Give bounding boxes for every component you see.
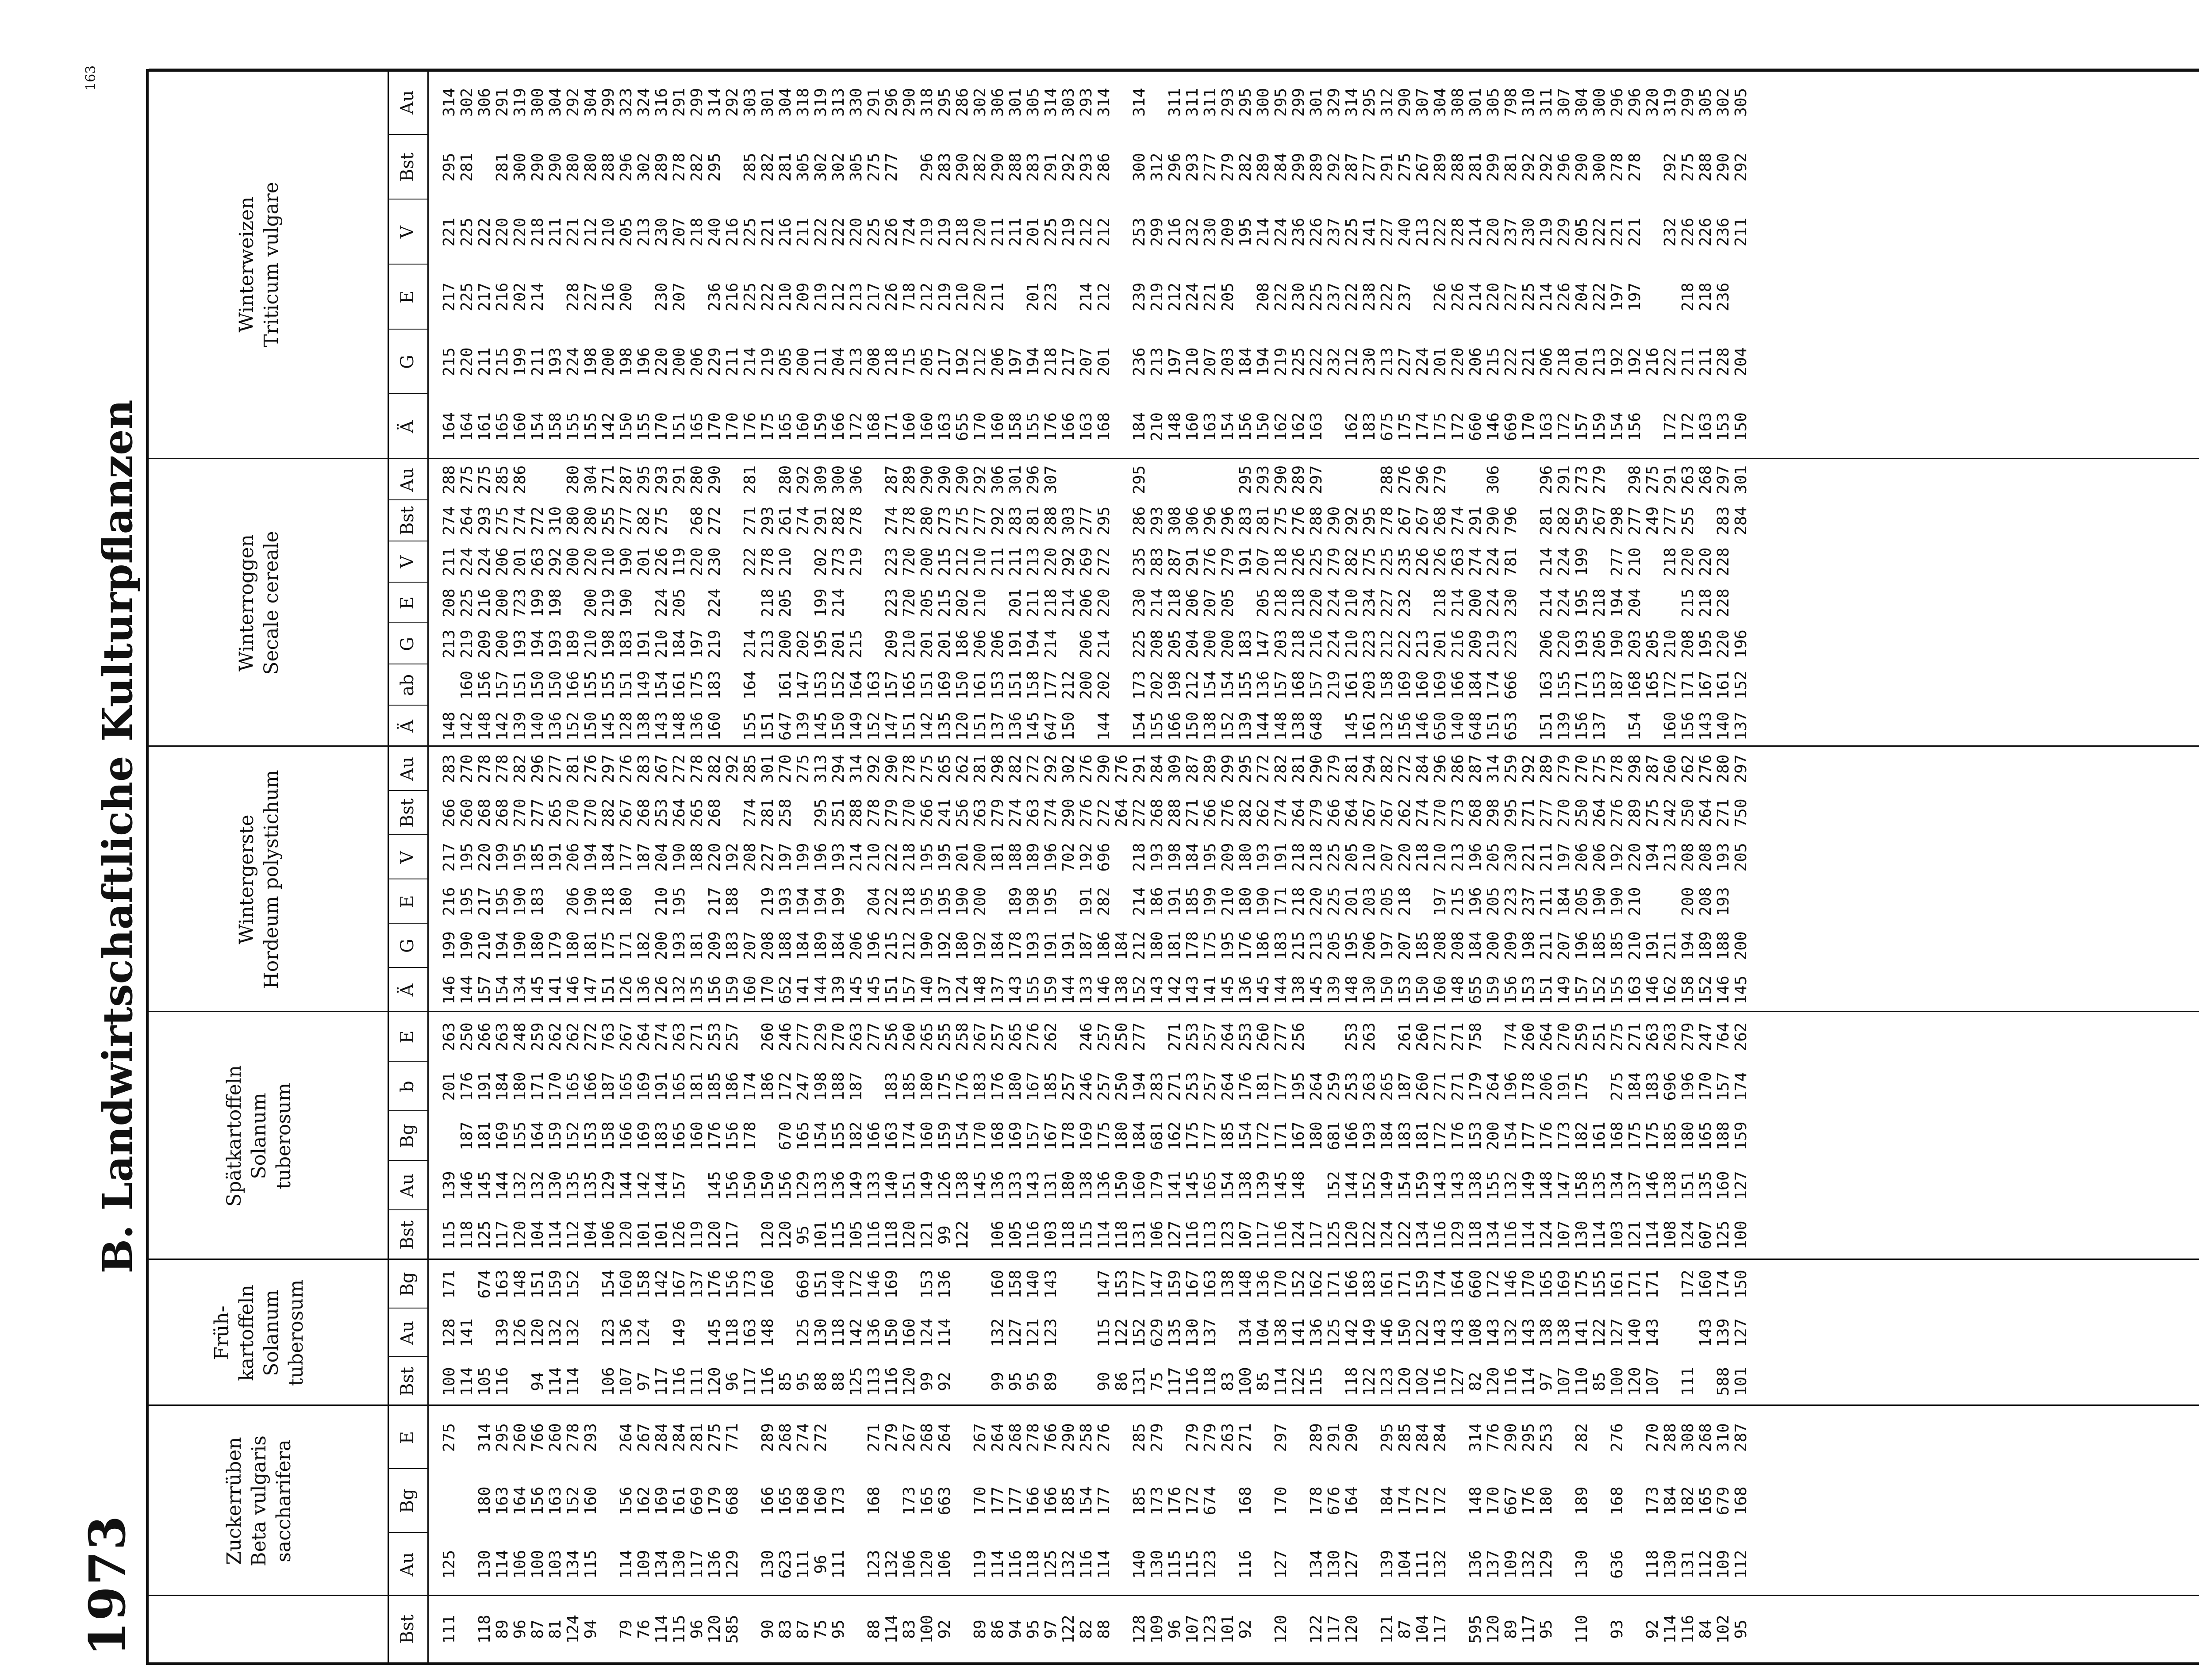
column-values-wintergerste-3: 217 195 220 199 195 185 191 206 194 184 177 187 204 190 188 220 192 208 227 197 199 196 193 214 210 222 218 195 195 201 200 181 188 189 196 702 192 696 218 193 198 184 195 209 180 193 191 218 218 225 205 210 207 220 218 210 213 196 205 230 221 211 197 206 206 192 220 194 213 208 208 193 205	[440, 843, 1750, 872]
group-label-text: Zuckerrüben Beta vulgaris saccharifera	[223, 1435, 295, 1566]
subcolumn-divider	[388, 834, 427, 835]
column-header-wintergerste-2: E	[397, 895, 418, 908]
column-header-fruehkartoffeln-0: Bst	[397, 1367, 418, 1396]
column-header-winterroggen-1: ab	[397, 674, 418, 696]
page-number: 163	[83, 65, 99, 91]
column-values-fruehkartoffeln-0: 100 114 105 116 94 114 114 106 107 97 117 116 111 120 96 117 116 85 95 88 88 125 113 116 120 99 92 99 95 95 89 90 86 131 75 117 116 118 83 100 85 114 122 115 118 122 123 120 102 116 127 82 120 116 114 97 107 110 85 100 120 107 111 588 101	[440, 1367, 1750, 1396]
column-values-winterroggen-1: 160 156 157 151 150 150 166 155 155 151 149 154 161 175 183 164 161 147 153 152 164 163 157 165 151 169 150 161 153 151 158 177 212 200 202 173 202 198 212 154 154 155 136 157 168 157 219 161 203 158 169 160 169 166 184 174 666 163 155 171 153 187 168 165 172 171 167 161 152	[458, 671, 1750, 700]
subcolumn-divider	[388, 622, 427, 623]
subcolumn-divider	[388, 1061, 427, 1062]
column-header-spaetkartoffeln-2: Bg	[397, 1124, 418, 1148]
column-values-winterroggen-6: 288 275 275 285 286 280 304 271 287 295 293 291 280 290 281 280 292 309 300 306 287 289 290 290 290 292 306 301 296 307 295 295 293 290 289 297 288 276 296 279 306 296 291 273 279 298 275 291 263 268 297 301	[440, 465, 1750, 494]
subcolumn-divider	[388, 1356, 427, 1357]
column-values-spaetkartoffeln-1: 139 146 145 144 132 132 130 135 135 129 144 142 144 157 145 156 150 150 156 129 133 136 149 133 140 151 149 126 138 145 136 133 143 131 180 138 136 150 160 179 141 145 165 154 138 139 145 148 152 144 152 149 154 159 143 143 138 155 132 149 148 147 158 135 134 137 146 138 151 135 160 127	[440, 1171, 1750, 1200]
subcolumn-divider	[388, 329, 427, 330]
year-heading: 1973	[79, 1515, 137, 1656]
column-header-spaetkartoffeln-0: Bst	[397, 1220, 418, 1250]
column-header-winterroggen-2: G	[397, 637, 418, 651]
column-values-winterweizen-4: 295 281 281 300 290 290 280 280 288 296 302 289 278 282 295 285 282 281 305 302 302 305 275 277 296 283 290 282 290 288 283 291 292 293 286 300 312 296 293 277 279 282 289 284 299 289 292 287 277 291 275 267 289 288 281 299 281 292 292 296 290 300 278 278 292 275 288 290 292	[440, 153, 1750, 182]
subcolumn-divider	[388, 1209, 427, 1210]
column-values-winterroggen-0: 148 142 148 142 139 140 136 152 150 145 128 138 143 148 136 160 155 151 647 139 145 150 149 152 147 151 142 135 120 151 137 136 145 647 150 144 154 155 166 150 138 152 139 144 148 138 648 145 161 132 156 146 650 140 648 151 653 151 139 156 137 154 160 156 143 140 137	[440, 712, 1750, 741]
page-title: B. Landwirtschaftliche Kulturpflanzen	[94, 399, 142, 1274]
column-header-winterroggen-5: Bst	[397, 506, 418, 536]
header-divider	[388, 72, 389, 1662]
group-label-text: Winterweizen Triticum vulgare	[235, 182, 283, 347]
column-values-winterroggen-3: 208 225 216 200 723 199 198 200 219 190 224 205 224 218 205 199 214 223 720 205 215 202 210 201 211 218 214 206 220 230 214 218 206 207 205 205 218 218 220 224 210 234 227 232 218 214 200 224 230 214 224 195 218 194 204 215 218 228	[440, 588, 1732, 618]
subcolumn-divider	[388, 967, 427, 968]
column-header-spaetkartoffeln-3: b	[397, 1081, 418, 1092]
column-values-winterroggen-4: 211 224 224 206 201 263 292 200 220 210 190 201 226 119 220 230 222 278 210 202 273 219 223 720 200 215 212 210 211 211 213 220 292 269 272 235 283 287 291 276 279 191 207 218 226 225 279 282 275 225 235 226 226 263 274 224 781 214 224 199 277 210 218 220 220 228	[440, 547, 1732, 576]
bst-column-values: 111 118 89 96 87 81 124 94 79 76 114 115 96 120 585 90 83 87 75 95 88 114 83 100 92 89 86 94 95 97 122 82 88 128 109 96 107 123 101 92 120 122 117 120 121 87 104 117 595 120 89 117 95 110 93 92 114 116 84 102 95	[440, 1615, 1750, 1644]
column-values-winterweizen-1: 215 220 211 215 199 211 193 224 198 200 198 196 220 200 206 229 211 214 219 205 200 211 204 213 208 218 715 205 217 192 212 206 197 194 218 217 207 201 236 213 197 210 207 203 184 194 219 225 222 232 212 230 213 227 224 201 220 206 215 222 221 206 218 201 213 192 192 216 222 211 211 228 204	[440, 347, 1750, 376]
column-header-winterweizen-1: G	[397, 355, 418, 369]
group-label-wintergerste	[166, 747, 352, 1012]
subheader-divider	[427, 72, 429, 1662]
column-values-winterweizen-5: 314 302 306 291 319 300 304 292 304 299 323 324 316 291 299 314 292 303 301 304 318 319 313 330 291 296 290 318 295 286 302 306 301 305 314 303 293 314 314 311 311 311 293 295 300 295 299 301 329 314 295 312 290 307 304 308 301 305 798 310 311 307 304 300 296 296 320 319 299 305 302 305	[440, 88, 1750, 117]
column-header-spaetkartoffeln-4: E	[397, 1030, 418, 1044]
subcolumn-divider	[388, 1468, 427, 1469]
column-values-winterweizen-0: 164 164 161 165 160 154 158 155 155 142 150 155 170 151 165 170 170 176 175 165 160 159 166 172 168 171 160 160 163 655 170 160 158 155 176 166 163 168 184 210 148 160 163 154 156 150 162 162 163 162 183 675 175 174 175 172 660 146 669 170 163 172 157 159 154 156 172 172 163 153 150	[440, 412, 1750, 441]
group-label-text: Spätkartoffeln Solanum tuberosum	[223, 1065, 295, 1207]
column-header-winterroggen-4: V	[397, 555, 418, 568]
column-header-winterroggen-0: Ä	[397, 720, 418, 733]
column-values-spaetkartoffeln-0: 115 118 125 117 120 104 114 112 104 106 120 101 101 126 119 120 117 120 120 95 101 115 105 116 118 120 121 99 122 106 105 116 103 118 115 114 118 131 106 127 116 113 123 107 117 116 124 117 125 120 122 124 122 134 116 129 118 134 116 114 124 107 130 114 103 121 114 108 124 607 125 100	[440, 1220, 1750, 1250]
column-header-wintergerste-5: Au	[397, 756, 418, 781]
column-header-wintergerste-4: Bst	[397, 798, 418, 828]
column-header-fruehkartoffeln-1: Au	[397, 1320, 418, 1345]
column-values-wintergerste-5: 283 270 278 278 282 296 277 281 276 297 276 283 267 272 278 282 292 285 301 270 275 313 294 314 292 290 278 275 265 262 281 298 282 272 292 302 276 290 276 291 284 309 287 289 299 295 272 282 281 290 279 281 294 282 272 284 296 286 287 314 259 292 289 279 270 275 278 298 287 260 262 276 280 297	[440, 754, 1750, 783]
column-header-winterweizen-4: Bst	[397, 153, 418, 182]
subcolumn-divider	[388, 499, 427, 500]
bst-column-header: Bst	[397, 1615, 418, 1644]
column-header-wintergerste-1: G	[397, 939, 418, 953]
column-header-winterroggen-6: Au	[397, 468, 418, 492]
column-values-spaetkartoffeln-4: 263 250 266 263 248 259 262 262 272 763 267 264 274 263 271 253 257 260 246 277 229 270 263 277 256 260 265 255 258 267 257 265 276 262 246 257 250 277 271 253 257 264 253 260 277 256 253 263 261 260 271 271 758 774 260 264 270 259 251 275 271 263 263 279 247 764 262	[440, 1022, 1750, 1051]
phenology-table	[146, 69, 2199, 1665]
group-label-spaetkartoffeln	[166, 1012, 352, 1260]
column-header-winterweizen-3: V	[397, 226, 418, 239]
group-divider	[149, 69, 2199, 70]
subcolumn-divider	[388, 923, 427, 924]
subcolumn-divider	[388, 790, 427, 791]
column-values-winterroggen-5: 274 264 293 275 274 272 310 280 280 255 277 282 275 268 272 271 293 261 274 291 282 278 274 278 280 273 275 277 292 283 281 288 303 277 295 286 293 308 306 296 296 283 281 275 276 288 290 292 295 278 267 267 268 274 291 290 796 281 282 259 267 298 277 249 277 255 283 284	[440, 506, 1750, 535]
column-header-winterweizen-5: Au	[397, 90, 418, 115]
column-values-winterweizen-2: 217 225 217 216 202 214 228 227 216 200 230 207 236 216 225 222 210 209 219 212 213 217 226 718 212 219 210 220 211 201 223 214 212 239 219 212 224 221 205 208 222 230 225 237 222 238 222 237 226 226 214 220 227 225 214 226 204 222 197 197 218 218 236	[440, 282, 1732, 311]
column-header-wintergerste-0: Ä	[397, 983, 418, 997]
group-label-winterweizen	[166, 70, 352, 459]
subcolumn-divider	[388, 199, 427, 200]
column-header-zuckerrueben-2: E	[397, 1431, 418, 1444]
subcolumn-divider	[388, 393, 427, 394]
group-label-zuckerrueben	[166, 1406, 352, 1596]
column-header-wintergerste-3: V	[397, 851, 418, 864]
column-header-winterweizen-0: Ä	[397, 420, 418, 434]
column-values-spaetkartoffeln-2: 187 181 169 155 164 159 152 153 158 166 169 183 165 160 176 156 178 670 165 154 155 182 166 163 174 160 159 154 170 168 169 157 167 178 169 175 180 184 681 162 175 177 185 154 172 171 167 180 681 166 193 184 183 181 172 176 153 200 154 177 176 173 182 161 168 175 175 185 180 165 188 159	[458, 1121, 1750, 1151]
column-values-zuckerrueben-1: 180 163 164 156 163 152 160 156 162 169 161 669 179 668 166 165 168 160 173 168 173 165 663 170 177 177 166 166 185 154 177 185 173 176 172 674 168 170 178 676 164 184 174 172 172 148 170 667 176 180 189 168 173 184 182 165 679 168	[476, 1486, 1750, 1516]
group-label-text: Wintergerste Hordeum polystichum	[235, 770, 283, 989]
subcolumn-divider	[388, 1160, 427, 1161]
subcolumn-divider	[388, 705, 427, 706]
column-values-zuckerrueben-2: 275 314 295 260 766 260 278 293 264 267 284 284 281 275 771 289 268 274 272 271 279 267 268 264 267 264 268 278 766 290 258 276 285 279 279 279 263 271 297 289 291 290 295 285 284 284 314 776 290 295 253 282 276 270 288 308 268 310 287	[440, 1423, 1750, 1452]
group-label-text: Winterroggen Secale cereale	[235, 531, 283, 675]
subcolumn-divider	[388, 264, 427, 265]
column-header-zuckerrueben-1: Bg	[397, 1489, 418, 1513]
column-header-fruehkartoffeln-2: Bg	[397, 1272, 418, 1297]
column-values-wintergerste-2: 216 195 217 195 190 183 206 190 218 180 210 195 217 188 219 193 194 194 199 204 222 218 195 195 190 200 189 198 195 191 282 214 186 191 185 199 210 180 190 171 218 220 225 201 203 205 218 197 215 196 205 223 237 211 184 205 190 190 210 200 208 193	[440, 887, 1732, 916]
column-header-zuckerrueben-0: Au	[397, 1552, 418, 1577]
subcolumn-divider	[388, 582, 427, 583]
group-label-fruehkartoffeln	[166, 1260, 352, 1406]
group-label-text: Früh- kartoffeln Solanum tuberosum	[211, 1279, 307, 1386]
subcolumn-divider	[388, 1110, 427, 1111]
column-header-spaetkartoffeln-1: Au	[397, 1173, 418, 1198]
column-values-fruehkartoffeln-1: 128 141 139 126 120 132 132 123 136 124 149 145 118 163 148 125 130 118 142 136 150 160 124 114 132 127 121 123 115 122 152 629 135 130 137 134 104 138 141 136 125 142 149 146 150 122 143 143 108 143 132 143 138 138 141 122 127 140 143 143 139 127	[440, 1318, 1750, 1347]
column-values-fruehkartoffeln-2: 171 674 163 148 151 159 152 154 160 158 142 167 137 176 156 173 160 669 151 140 172 146 169 153 136 160 158 140 143 147 153 177 147 159 167 163 138 148 136 170 152 162 171 166 183 161 171 159 174 164 660 172 146 170 165 169 175 155 161 171 171 172 160 174 150	[440, 1270, 1750, 1299]
column-values-zuckerrueben-0: 125 130 114 106 100 103 134 115 114 109 134 130 117 136 129 130 623 111 96 111 123 132 106 120 106 119 114 116 118 125 132 116 114 140 130 115 115 123 116 127 134 130 127 139 104 111 132 136 137 109 132 129 130 636 118 130 131 112 109 112	[440, 1550, 1750, 1579]
column-values-winterroggen-2: 213 219 209 200 193 194 193 189 210 198 183 191 210 184 197 219 214 213 200 202 195 201 215 209 210 201 201 186 206 206 191 194 214 206 214 225 208 205 204 200 200 183 147 203 218 216 224 210 223 212 222 213 201 216 209 219 223 206 220 193 205 190 203 205 210 208 195 220 196	[440, 629, 1750, 659]
column-values-spaetkartoffeln-3: 201 176 191 184 180 171 170 165 166 187 165 169 191 165 181 185 186 174 186 172 247 198 188 187 183 185 180 175 176 183 176 180 167 185 257 246 257 250 194 283 271 253 257 264 176 181 177 195 264 259 253 263 265 187 260 271 271 179 264 196 178 206 191 175 275 184 183 696 196 170 157 174	[440, 1072, 1750, 1101]
column-values-wintergerste-4: 266 260 268 268 270 277 265 270 270 282 267 268 253 264 265 268 274 281 258 295 251 288 278 279 270 266 241 256 263 279 274 263 274 290 276 272 264 272 268 288 271 266 276 282 262 274 264 279 266 264 267 267 262 274 270 273 268 298 295 271 277 270 250 264 276 289 275 242 250 264 271 750	[440, 798, 1750, 828]
column-header-winterweizen-2: E	[397, 290, 418, 303]
column-values-winterweizen-3: 221 225 222 220 220 218 211 221 212 210 205 213 230 207 218 240 216 225 221 216 211 222 222 220 225 226 724 219 219 218 220 211 211 201 225 219 212 212 253 299 216 232 230 209 195 214 224 236 226 237 225 241 227 240 213 222 228 214 220 237 230 219 229 205 222 221 221 232 226 226 236 211	[440, 218, 1750, 247]
subcolumn-divider	[388, 1532, 427, 1533]
subcolumn-divider	[388, 134, 427, 135]
column-values-wintergerste-0: 146 144 157 154 134 145 141 146 147 151 126 136 126 132 135 156 159 160 170 652 141 144 139 145 145 151 157 140 137 124 148 137 143 155 159 144 133 146 138 152 143 142 143 141 145 136 145 144 138 145 139 148 130 150 153 150 160 148 655 159 156 153 151 149 157 152 155 163 146 162 158 152 146 145	[440, 975, 1750, 1005]
group-label-winterroggen	[166, 459, 352, 747]
column-values-wintergerste-1: 199 190 210 194 190 180 179 180 181 175 171 182 200 193 181 209 183 207 208 188 184 189 184 206 196 215 212 190 192 180 192 184 178 193 191 191 187 186 184 212 180 181 178 175 195 176 186 183 215 213 205 195 206 197 207 185 208 208 184 200 209 198 211 207 196 185 185 210 191 211 194 189 188 200	[440, 931, 1750, 960]
column-header-winterroggen-3: E	[397, 596, 418, 610]
